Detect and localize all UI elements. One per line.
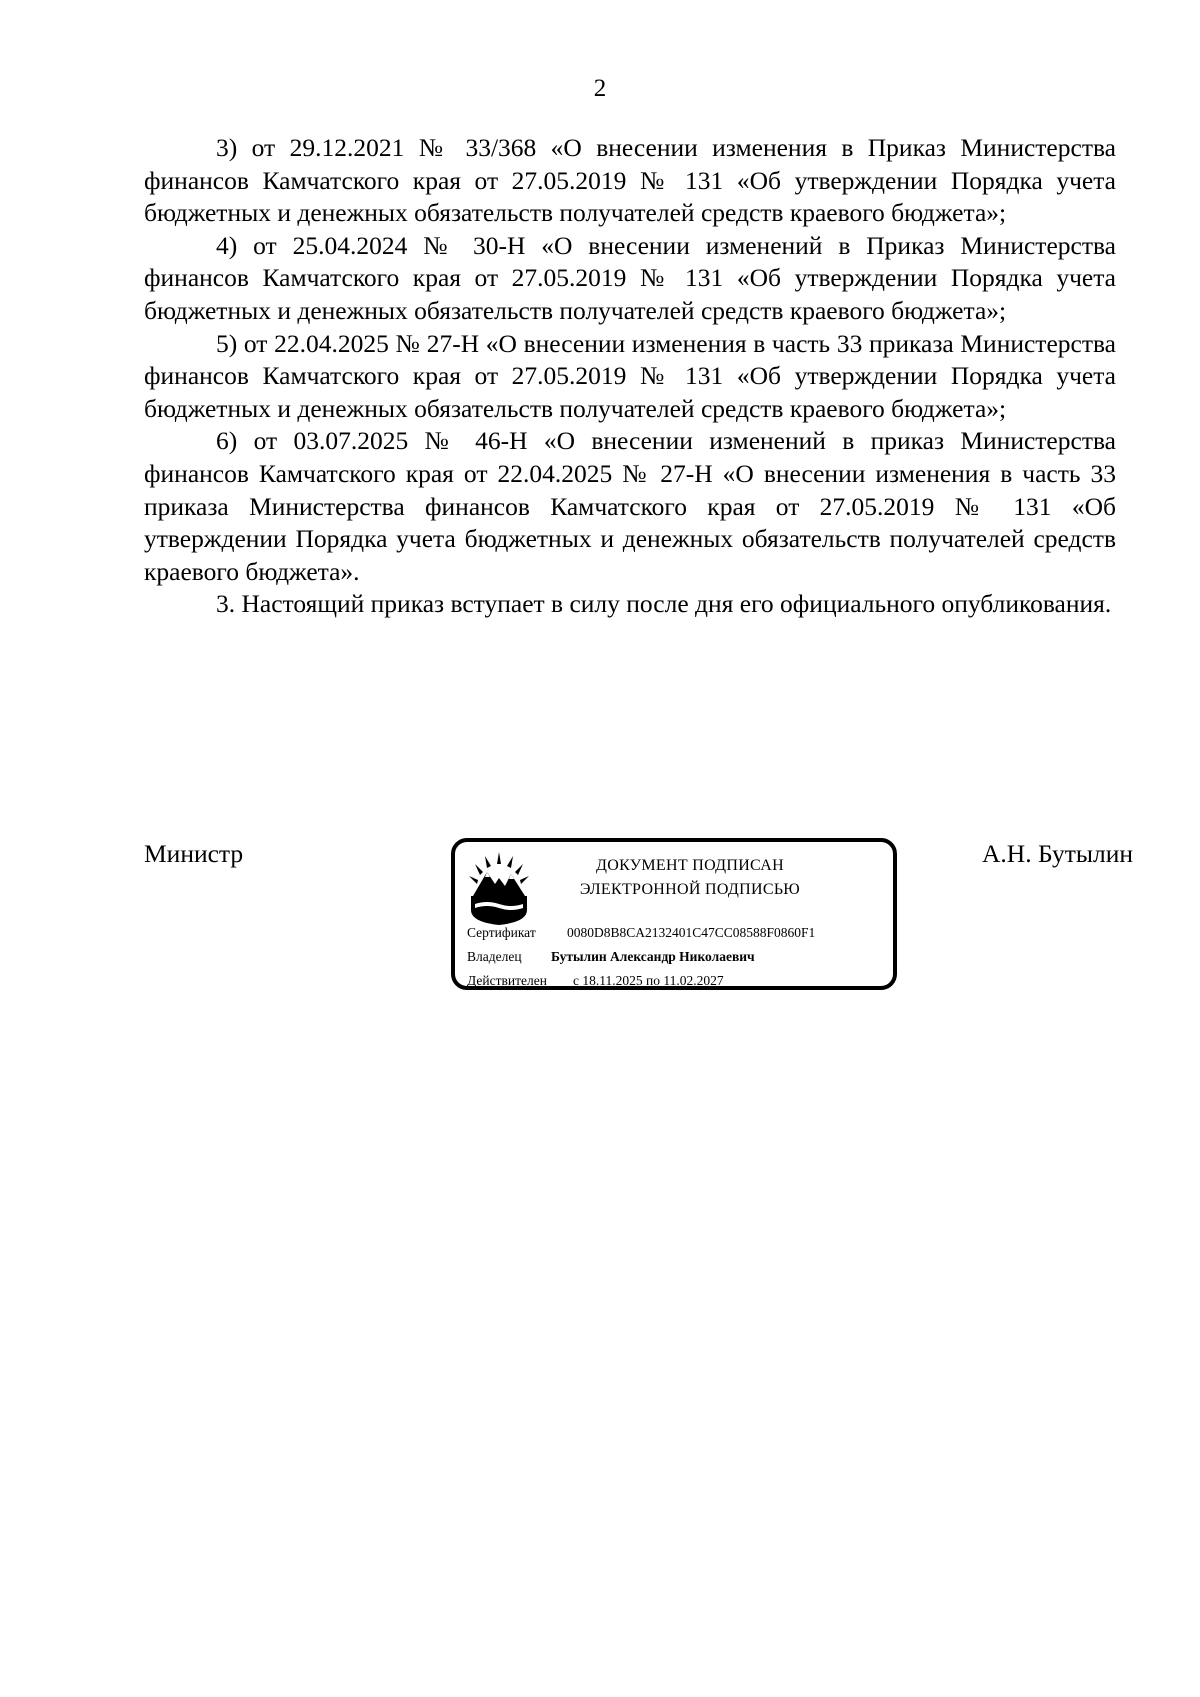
paragraph-item-3: 3) от 29.12.2021 № 33/368 «О внесении изменения в Приказ Министерства финансов Камчатского края от 27.05.2019 № 131 «Об утверждении Порядка учета бюджетных и денежных обязательств получателей средств краевого бюджета»; (144, 133, 1116, 228)
certificate-label: Сертификат (467, 925, 536, 940)
stamp-title-line2: ЭЛЕКТРОННОЙ ПОДПИСЬЮ (579, 881, 801, 898)
stamp-validity-row (467, 972, 724, 990)
paragraph-item-6: 6) от 03.07.2025 № 46-Н «О внесении изменений в приказ Министерства финансов Камчатского края от 22.04.2025 № 27-Н «О внесении изменения в часть 33 приказа Министерства финансов Камчатского края от 27.05.2019 № 131 «Об утверждении Порядка учета бюджетных и денежных обязательств получателей средств краевого бюджета». (144, 426, 1116, 586)
kamchatka-emblem-icon (465, 850, 533, 926)
validity-label: Действителен (467, 973, 547, 988)
validity-value: с 18.11.2025 по 11.02.2027 (573, 973, 724, 988)
signatory-title: Министр (144, 839, 244, 868)
paragraph-item-4: 4) от 25.04.2024 № 30-Н «О внесении изменений в Приказ Министерства финансов Камчатского края от 27.05.2019 № 131 «Об утверждении Порядка учета бюджетных и денежных обязательств получателей средств краевого бюджета»; (144, 230, 1116, 325)
page-number: 2 (593, 75, 607, 102)
stamp-title-line1: ДОКУМЕНТ ПОДПИСАН (596, 857, 784, 874)
paragraph-item-5: 5) от 22.04.2025 № 27-Н «О внесении изменения в часть 33 приказа Министерства финансов Камчатского края от 27.05.2019 № 131 «Об утверждении Порядка учета бюджетных и денежных обязательств получателей средств краевого бюджета»; (144, 328, 1116, 423)
electronic-signature-stamp (451, 838, 897, 990)
document-body (144, 132, 1116, 621)
certificate-value: 0080D8B8CA2132401C47CC08588F0860F1 (567, 925, 816, 940)
stamp-owner-row (467, 948, 755, 966)
owner-value: Бутылин Александр Николаевич (551, 949, 755, 964)
signatory-name: А.Н. Бутылин (981, 839, 1133, 868)
stamp-certificate-row (467, 924, 816, 942)
owner-label: Владелец (467, 949, 522, 964)
paragraph-effective-date: 3. Настоящий приказ вступает в силу после дня его официального опубликования. (216, 589, 1112, 619)
